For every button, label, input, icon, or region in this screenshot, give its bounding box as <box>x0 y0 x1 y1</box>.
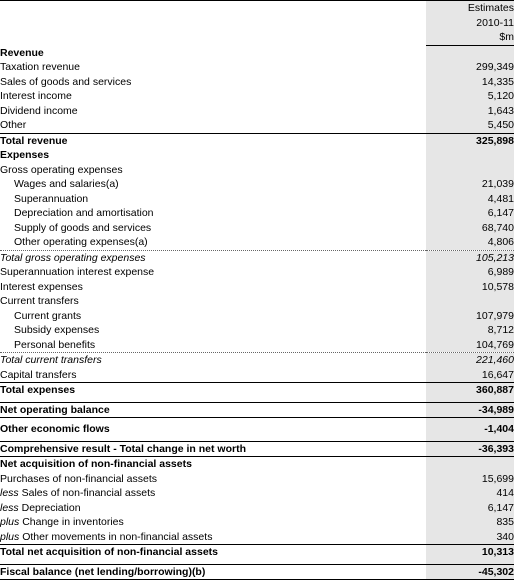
total-revenue-row: Total revenue 325,898 <box>0 134 514 147</box>
table-row: Current transfers <box>0 294 514 309</box>
net-operating-balance-row: Net operating balance -34,989 <box>0 403 514 416</box>
table-row: Supply of goods and services 68,740 <box>14 221 514 234</box>
header-row-unit <box>0 30 514 45</box>
table-row: Current grants 107,979 <box>14 309 514 322</box>
table-row: Taxation revenue 299,349 <box>0 61 514 74</box>
table-row: Subsidy expenses 8,712 <box>14 324 514 337</box>
other-economic-flows-row: Other economic flows -1,404 <box>0 423 514 436</box>
table-row: Interest expenses 10,578 <box>0 280 514 293</box>
table-row: Sales of goods and services 14,335 <box>0 75 514 88</box>
table-row: Purchases of non-financial assets 15,699 <box>0 472 514 485</box>
table-row: Superannuation 4,481 <box>14 192 514 205</box>
net-acquisition-heading-row: Net acquisition of non-financial assets <box>0 457 514 472</box>
total-expenses-row: Total expenses 360,887 <box>0 384 514 397</box>
table-row: Interest income 5,120 <box>0 90 514 103</box>
table-row: Gross operating expenses <box>0 163 514 178</box>
unit-label: $m <box>426 30 514 45</box>
table-row: less Depreciation 6,147 <box>0 501 514 514</box>
table-row: less Sales of non-financial assets 414 <box>0 487 514 500</box>
total-gross-operating-row: Total gross operating expenses 105,213 <box>0 251 514 264</box>
expenses-heading: Expenses <box>0 149 50 162</box>
table-row: Depreciation and amortisation 6,147 <box>14 207 514 220</box>
table-row: Other 5,450 <box>0 119 514 132</box>
table-row: Dividend income 1,643 <box>0 104 514 117</box>
table-row: plus Other movements in non-financial assets 340 <box>0 530 514 543</box>
revenue-heading: Revenue <box>0 46 44 59</box>
revenue-heading-row <box>0 45 514 60</box>
table-row: Other operating expenses(a) 4,806 <box>14 236 514 249</box>
header-row-estimates <box>0 1 514 16</box>
comprehensive-result-row: Comprehensive result - Total change in net worth -36,393 <box>0 442 514 455</box>
table-row: plus Change in inventories 835 <box>0 516 514 529</box>
fiscal-balance-row: Fiscal balance (net lending/borrowing)(b) -45,302 <box>0 565 514 578</box>
table-row: Wages and salaries(a) 21,039 <box>14 178 514 191</box>
total-current-transfers-row: Total current transfers 221,460 <box>0 354 514 367</box>
table-row: Personal benefits 104,769 <box>14 338 514 351</box>
header-row-year <box>0 16 514 31</box>
table-row: Capital transfers 16,647 <box>0 368 514 381</box>
total-net-acquisition-row: Total net acquisition of non-financial assets 10,313 <box>0 546 514 559</box>
year-label: 2010-11 <box>426 16 514 31</box>
table-row: Superannuation interest expense 6,989 <box>0 266 514 279</box>
estimates-label: Estimates <box>426 1 514 16</box>
expenses-heading-row <box>0 148 514 163</box>
